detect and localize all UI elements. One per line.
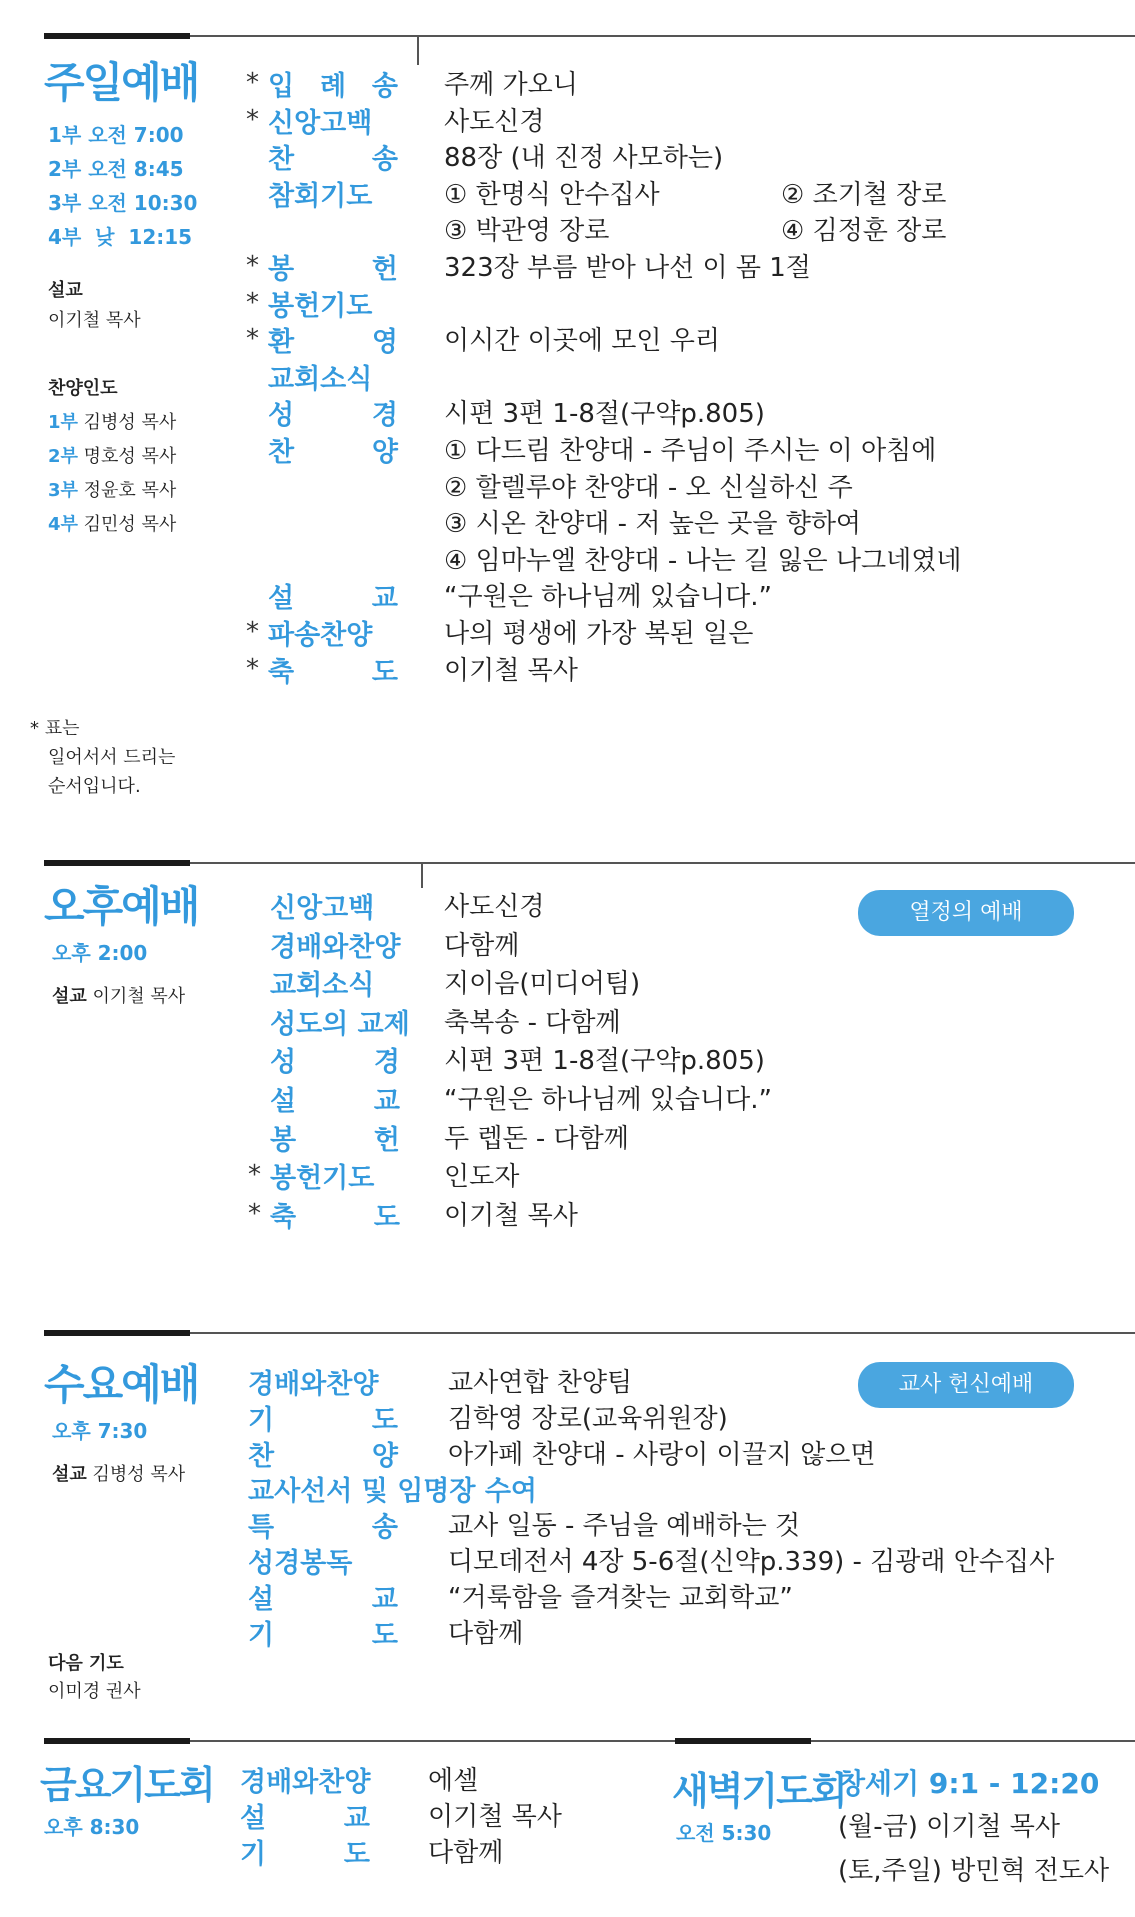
order-value: 교사연합 찬양팀	[448, 1368, 633, 1398]
order-label: 봉헌기도	[268, 290, 373, 322]
sunday-time-4: 4부 낮 12:15	[48, 225, 193, 249]
standing-marker: *	[246, 287, 259, 318]
worship-leader-4: 4부 김민성 목사	[48, 514, 177, 535]
order-value: 지이음(미디어팀)	[444, 969, 641, 1000]
wednesday-sermon-label: 설교	[52, 1464, 87, 1485]
order-value: 교사 일동 - 주님을 예배하는 것	[448, 1511, 801, 1542]
order-value: ① 다드림 찬양대 - 주님이 주시는 이 아침에	[444, 436, 937, 466]
standing-marker: *	[246, 68, 259, 98]
order-value: 시편 3편 1-8절(구약p.805)	[444, 399, 765, 430]
afternoon-sermon-label: 설교	[52, 986, 87, 1007]
sunday-sermon-name: 이기철 목사	[48, 310, 141, 331]
afternoon-sermon-name: 이기철 목사	[92, 986, 186, 1007]
sunday-time-2: 2부 오전 8:45	[48, 157, 184, 181]
worship-leader-2: 2부 명호성 목사	[48, 446, 177, 467]
order-label: 찬 양	[268, 437, 398, 468]
order-label: 특 송	[248, 1512, 398, 1544]
order-label: 교회소식	[268, 363, 373, 395]
standing-marker: *	[248, 1160, 261, 1191]
next-prayer-name: 이미경 권사	[48, 1681, 141, 1702]
order-label: 설 교	[270, 1086, 400, 1117]
order-value: 323장 부름 받아 나선 이 몸 1절	[444, 253, 811, 283]
order-value: 나의 평생에 가장 복된 일은	[444, 619, 754, 649]
standing-note-line-3: 순서입니다.	[48, 776, 141, 797]
order-value: 김학영 장로(교육위원장)	[448, 1403, 728, 1434]
standing-marker: *	[246, 653, 259, 684]
dawn-line-2: (토,주일) 방민혁 전도사	[838, 1856, 1110, 1886]
order-label: 기 도	[248, 1619, 398, 1651]
sunday-time-3: 3부 오전 10:30	[48, 191, 198, 215]
order-value: 사도신경	[444, 892, 545, 922]
order-label: 설 교	[248, 1583, 398, 1615]
standing-marker: *	[246, 104, 259, 135]
afternoon-title: 오후예배	[44, 882, 199, 931]
order-label: 축 도	[268, 656, 398, 688]
order-value: 이기철 목사	[444, 1200, 578, 1231]
dawn-title: 새벽기도회	[672, 1769, 846, 1813]
dawn-scripture: 창세기 9:1 - 12:20	[838, 1767, 1100, 1800]
section-rule-right	[811, 1740, 1135, 1742]
worship-leader-3: 3부 정윤호 목사	[48, 480, 177, 501]
order-label: 성경봉독	[248, 1548, 353, 1579]
order-value: 인도자	[444, 1162, 520, 1193]
order-value: 에셀	[428, 1766, 479, 1796]
wednesday-sermon-name: 김병성 목사	[92, 1464, 186, 1485]
standing-note-line-1: * 표는	[30, 718, 80, 739]
wednesday-time: 오후 7:30	[52, 1419, 148, 1443]
next-prayer-label: 다음 기도	[48, 1653, 124, 1674]
order-value: 이기철 목사	[428, 1802, 562, 1832]
worship-leader-1: 1부 김병성 목사	[48, 412, 177, 433]
order-value: 사도신경	[444, 106, 545, 137]
order-label: 파송찬양	[268, 620, 373, 651]
afternoon-badge: 열정의 예배	[858, 890, 1074, 936]
friday-time: 오후 8:30	[44, 1815, 140, 1839]
afternoon-time: 오후 2:00	[52, 941, 148, 965]
dawn-top-bar	[675, 1738, 811, 1744]
order-value: 주께 가오니	[444, 70, 578, 100]
order-value: 아가페 찬양대 - 사랑이 이끌지 않으면	[448, 1439, 876, 1470]
order-label: 기 도	[248, 1404, 398, 1436]
dawn-time: 오전 5:30	[676, 1821, 772, 1845]
order-label: 봉 헌	[268, 254, 398, 285]
friday-top-bar	[44, 1738, 190, 1744]
order-label: 환 영	[268, 327, 398, 359]
sunday-sermon-label: 설교	[48, 280, 83, 301]
order-value: “거룩함을 즐겨찾는 교회학교”	[448, 1582, 793, 1613]
order-value: ③ 박관영 장로	[444, 216, 610, 247]
order-value: 다함께	[428, 1838, 504, 1868]
order-value: 88장 (내 진정 사모하는)	[444, 143, 724, 174]
standing-marker: *	[246, 617, 259, 647]
order-label: 찬 양	[248, 1440, 398, 1472]
standing-marker: *	[246, 324, 259, 355]
order-label: 축 도	[270, 1201, 400, 1233]
order-value-secondary: ④ 김정훈 장로	[781, 216, 947, 247]
order-value: 다함께	[444, 930, 520, 961]
order-value: 축복송 - 다함께	[444, 1007, 621, 1038]
friday-title: 금요기도회	[40, 1763, 214, 1807]
order-value: “구원은 하나님께 있습니다.”	[444, 1085, 773, 1115]
order-label: 성 경	[270, 1047, 400, 1079]
order-value: ④ 임마누엘 찬양대 - 나는 길 잃은 나그네였네	[444, 545, 962, 576]
order-label: 기 도	[240, 1839, 370, 1870]
order-value: 디모데전서 4장 5-6절(신약p.339) - 김광래 안수집사	[448, 1547, 1055, 1577]
order-label: 입 례 송	[268, 71, 398, 102]
order-label: 경배와찬양	[248, 1369, 379, 1400]
sunday-time-1: 1부 오전 7:00	[48, 123, 184, 147]
order-value: 이기철 목사	[444, 655, 578, 686]
order-label: 성 경	[268, 400, 398, 432]
standing-marker: *	[248, 1198, 261, 1229]
order-label: 교회소식	[270, 970, 375, 1002]
order-label: 설 교	[268, 583, 398, 615]
order-value: 다함께	[448, 1618, 524, 1649]
order-value: “구원은 하나님께 있습니다.”	[444, 582, 773, 613]
sunday-title: 주일예배	[44, 58, 199, 107]
order-value-secondary: ② 조기철 장로	[781, 179, 947, 210]
worship-leader-label: 찬양인도	[48, 378, 118, 399]
order-value: ① 한명식 안수집사	[444, 179, 660, 210]
order-label: 봉 헌	[270, 1124, 400, 1156]
order-label: 신앙고백	[268, 107, 373, 139]
standing-marker: *	[246, 251, 259, 281]
order-label: 경배와찬양	[270, 931, 401, 963]
order-label: 찬 송	[268, 144, 398, 176]
standing-note-line-2: 일어서서 드리는	[48, 747, 176, 768]
order-label: 성도의 교제	[270, 1008, 410, 1040]
order-value: 시편 3편 1-8절(구약p.805)	[444, 1046, 765, 1077]
order-value: 두 렙돈 - 다함께	[444, 1123, 629, 1154]
order-label: 교사선서 및 임명장 수여	[248, 1476, 538, 1508]
order-value: 이시간 이곳에 모인 우리	[444, 326, 720, 357]
order-label: 설 교	[240, 1803, 370, 1834]
wednesday-title: 수요예배	[44, 1360, 199, 1409]
order-value: ③ 시온 찬양대 - 저 높은 곳을 향하여	[444, 509, 862, 540]
order-label: 봉헌기도	[270, 1163, 375, 1195]
order-label: 경배와찬양	[240, 1767, 371, 1798]
order-label: 신앙고백	[270, 893, 375, 924]
dawn-line-1: (월-금) 이기철 목사	[838, 1812, 1061, 1842]
order-label: 참회기도	[268, 180, 373, 212]
section-rule	[190, 1740, 675, 1742]
order-value: ② 할렐루야 찬양대 - 오 신실하신 주	[444, 472, 853, 503]
wednesday-badge: 교사 헌신예배	[858, 1362, 1074, 1408]
